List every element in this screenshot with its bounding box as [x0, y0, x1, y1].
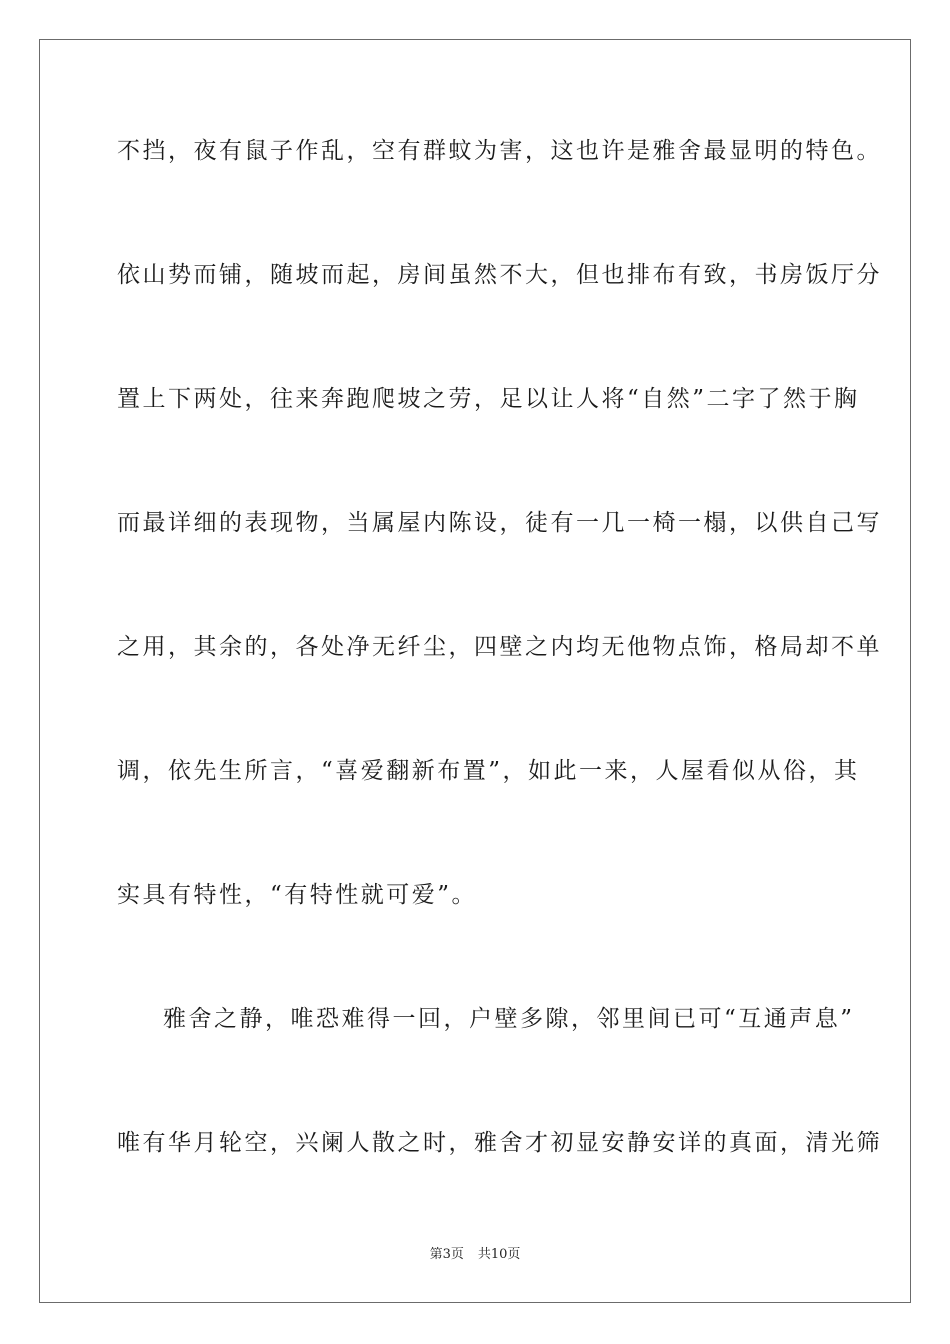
text-line-9: 唯有华月轮空，兴阑人散之时，雅舍才初显安静安详的真面，清光筛: [117, 1130, 882, 1156]
total-pages: 共10页: [477, 1247, 521, 1262]
page-footer: [0, 1246, 950, 1264]
text-line-3: 置上下两处，往来奔跑爬坡之劳，足以让人将“自然”二字了然于胸: [117, 386, 860, 412]
text-line-2: 依山势而铺，随坡而起，房间虽然不大，但也排布有致，书房饭厅分: [117, 262, 882, 288]
text-line-6: 调，依先生所言，“喜爱翻新布置”，如此一来，人屋看似从俗，其: [117, 758, 860, 784]
text-line-4: 而最详细的表现物，当属屋内陈设，徒有一几一椅一榻，以供自己写: [117, 510, 882, 536]
text-line-5: 之用，其余的，各处净无纤尘，四壁之内均无他物点饰，格局却不单: [117, 634, 882, 660]
paragraph-start-line: 雅舍之静，唯恐难得一回，户壁多隙，邻里间已可“互通声息”: [163, 1006, 855, 1032]
current-page-number: 第3页: [429, 1247, 464, 1262]
page-border: [39, 39, 911, 1303]
text-line-7: 实具有特性，“有特性就可爱”。: [117, 882, 478, 908]
text-line-1: 不挡，夜有鼠子作乱，空有群蚊为害，这也许是雅舍最显明的特色。: [117, 138, 882, 164]
